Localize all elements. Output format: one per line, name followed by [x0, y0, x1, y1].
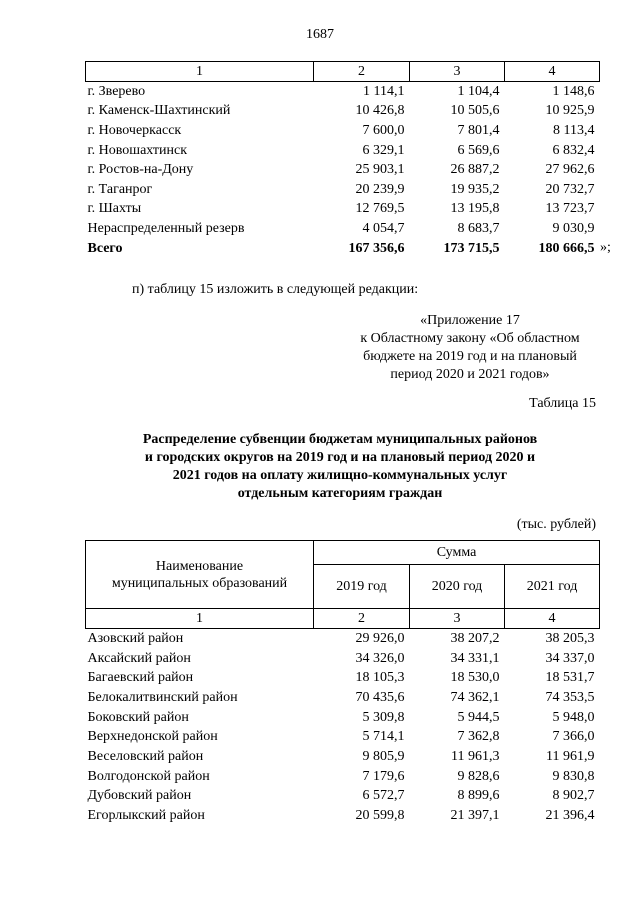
table-row	[86, 707, 600, 727]
value-2021: 18 531,7	[545, 670, 595, 686]
value-2019: 20 239,9	[355, 181, 405, 197]
value-2020: 9 828,6	[457, 768, 500, 784]
value-2021: 8 113,4	[553, 122, 595, 138]
value-2021: 8 902,7	[552, 788, 595, 804]
column-number: 4	[505, 609, 600, 629]
appendix-line: «Приложение 17	[420, 313, 520, 328]
value-2021: 10 925,9	[545, 103, 595, 119]
value-2021: 74 353,5	[545, 689, 595, 705]
table-row	[86, 806, 600, 826]
total-2020: 173 715,5	[443, 240, 500, 256]
table-row	[86, 727, 600, 747]
municipality-name: Волгодонской район	[87, 768, 210, 784]
title-line: отдельным категориям граждан	[237, 486, 443, 501]
header-line: Наименование	[155, 558, 244, 574]
subvention-table-continuation	[85, 61, 600, 258]
amendment-paragraph: п) таблицу 15 изложить в следующей редакции:	[132, 282, 419, 297]
column-number: 4	[505, 62, 600, 82]
municipality-name: Боковский район	[87, 709, 189, 725]
value-2019: 25 903,1	[355, 162, 405, 178]
value-2020: 7 801,4	[457, 122, 500, 138]
value-2019: 18 105,3	[355, 670, 405, 686]
value-2021: 27 962,6	[545, 162, 595, 178]
subvention-table-15	[85, 540, 600, 825]
column-number: 1	[86, 62, 314, 82]
table-row	[86, 121, 600, 141]
value-2021: 9 830,8	[552, 768, 595, 784]
value-2019: 6 329,1	[362, 142, 405, 158]
value-2020: 13 195,8	[450, 201, 500, 217]
appendix-line: период 2020 и 2021 годов»	[390, 367, 550, 382]
value-2020: 11 961,3	[451, 748, 500, 764]
table-row	[86, 140, 600, 160]
header-line: муниципальных образований	[111, 575, 288, 591]
value-2020: 74 362,1	[450, 689, 500, 705]
municipality-name: Веселовский район	[87, 748, 204, 764]
value-2020: 8 899,6	[457, 788, 500, 804]
units-note: (тыс. рублей)	[516, 517, 596, 532]
value-2019: 34 326,0	[355, 650, 405, 666]
total-2021: 180 666,5	[538, 240, 595, 256]
value-2021: 5 948,0	[552, 709, 595, 725]
value-2020: 19 935,2	[450, 181, 500, 197]
title-line: 2021 годов на оплату жилищно-коммунальных услуг	[172, 468, 508, 483]
value-2020: 21 397,1	[450, 808, 500, 824]
value-2021: 11 961,9	[546, 748, 595, 764]
municipality-name: Белокалитвинский район	[87, 689, 238, 705]
value-2019: 1 114,1	[363, 84, 405, 100]
column-number: 3	[410, 609, 505, 629]
table-row	[86, 688, 600, 708]
table-row	[86, 668, 600, 688]
municipality-name: Дубовский район	[87, 788, 192, 804]
municipality-name: г. Зверево	[87, 84, 146, 100]
value-2019: 70 435,6	[355, 689, 405, 705]
column-number-row	[86, 609, 600, 629]
value-2020: 6 569,6	[457, 142, 500, 158]
page-number: 1687	[306, 27, 334, 42]
value-2020: 8 683,7	[457, 220, 500, 236]
value-2020: 26 887,2	[450, 162, 500, 178]
value-2020: 10 505,6	[450, 103, 500, 119]
appendix-line: бюджете на 2019 год и на плановый	[363, 349, 577, 364]
appendix-reference	[340, 312, 600, 384]
municipality-name: г. Таганрог	[87, 181, 153, 197]
table-row	[86, 82, 600, 102]
table-row	[86, 160, 600, 180]
value-2021: 7 366,0	[552, 729, 595, 745]
title-line: и городских округов на 2019 год и на плановый период 2020 и	[144, 450, 536, 465]
closing-quote: »;	[600, 240, 611, 255]
total-label: Всего	[87, 240, 123, 256]
value-2019: 7 179,6	[362, 768, 405, 784]
column-number: 2	[314, 62, 410, 82]
value-2021: 34 337,0	[545, 650, 595, 666]
municipality-name: Азовский район	[87, 631, 184, 647]
table-row	[86, 179, 600, 199]
value-2021: 20 732,7	[545, 181, 595, 197]
value-2020: 1 104,4	[457, 84, 500, 100]
value-2019: 4 054,7	[362, 220, 405, 236]
municipality-name: г. Ростов-на-Дону	[87, 162, 194, 178]
municipality-name: Багаевский район	[87, 670, 194, 686]
value-2021: 9 030,9	[552, 220, 595, 236]
column-number-row	[86, 62, 600, 82]
column-number: 2	[314, 609, 410, 629]
municipality-name: г. Новошахтинск	[87, 142, 188, 158]
column-number: 3	[410, 62, 505, 82]
municipality-name: Аксайский район	[87, 650, 191, 666]
value-2021: 38 205,3	[545, 631, 595, 647]
value-2019: 29 926,0	[355, 631, 405, 647]
value-2021: 1 148,6	[552, 84, 595, 100]
table-row	[86, 629, 600, 649]
total-2019: 167 356,6	[348, 240, 405, 256]
value-2020: 18 530,0	[450, 670, 500, 686]
name-column-header	[86, 541, 314, 609]
title-line: Распределение субвенции бюджетам муниципальных районов	[142, 432, 538, 447]
value-2019: 5 714,1	[362, 729, 405, 745]
year-header: 2020 год	[410, 565, 505, 609]
value-2019: 12 769,5	[355, 201, 405, 217]
header-row	[86, 541, 600, 565]
table-row	[86, 786, 600, 806]
value-2019: 6 572,7	[362, 788, 405, 804]
value-2021: 6 832,4	[552, 142, 595, 158]
value-2019: 5 309,8	[362, 709, 405, 725]
value-2019: 9 805,9	[362, 748, 405, 764]
value-2020: 34 331,1	[450, 650, 500, 666]
table-row	[86, 199, 600, 219]
total-row	[86, 238, 600, 258]
municipality-name: Верхнедонской район	[87, 729, 218, 745]
table-label: Таблица 15	[529, 396, 596, 411]
value-2020: 5 944,5	[457, 709, 500, 725]
value-2020: 38 207,2	[450, 631, 500, 647]
value-2021: 21 396,4	[545, 808, 595, 824]
table-row	[86, 766, 600, 786]
table-row	[86, 747, 600, 767]
value-2019: 7 600,0	[362, 122, 405, 138]
municipality-name: Нераспределенный резерв	[87, 220, 245, 236]
value-2019: 10 426,8	[355, 103, 405, 119]
municipality-name: Егорлыкский район	[87, 808, 205, 824]
municipality-name: г. Каменск-Шахтинский	[87, 103, 231, 119]
municipality-name: г. Новочеркасск	[87, 122, 182, 138]
table-row	[86, 648, 600, 668]
value-2021: 13 723,7	[545, 201, 595, 217]
column-number: 1	[86, 609, 314, 629]
municipality-name: г. Шахты	[87, 201, 142, 217]
table-title	[80, 431, 600, 503]
sum-column-header: Сумма	[314, 541, 600, 565]
appendix-line: к Областному закону «Об областном	[360, 331, 580, 346]
year-header: 2021 год	[505, 565, 600, 609]
value-2020: 7 362,8	[457, 729, 500, 745]
table-row	[86, 219, 600, 239]
table-row	[86, 101, 600, 121]
year-header: 2019 год	[314, 565, 410, 609]
value-2019: 20 599,8	[355, 808, 405, 824]
